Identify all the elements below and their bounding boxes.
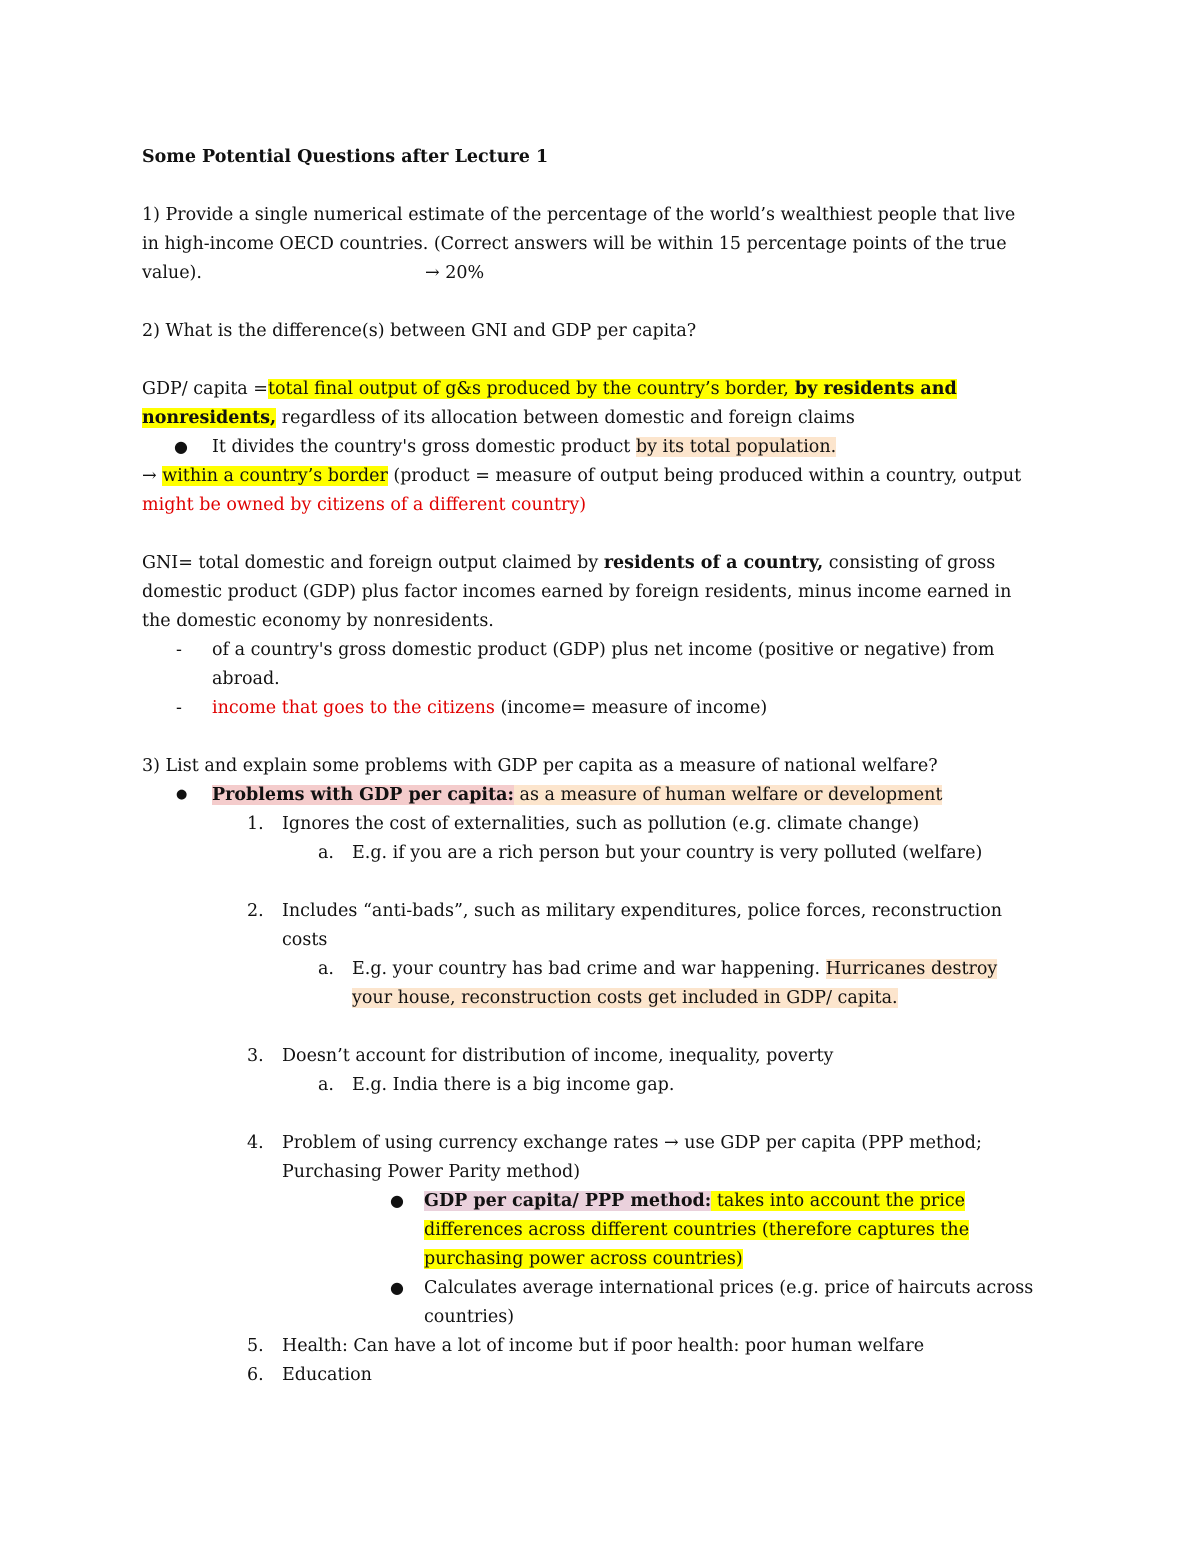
q2-question: 2) What is the difference(s) between GNI and GDP per capita?	[142, 321, 697, 341]
q1-value-label: value).	[142, 263, 202, 283]
gni-line3: the domestic economy by nonresidents.	[142, 611, 494, 631]
bullet-marker: ●	[174, 437, 188, 456]
ppp-line3	[424, 1247, 743, 1271]
within-border-line	[142, 464, 1021, 488]
problem-1: Ignores the cost of externalities, such as pollution (e.g. climate change)	[282, 814, 920, 834]
gdp-nonresidents-bold: nonresidents,	[142, 408, 277, 428]
problem-3: Doesn’t account for distribution of income, inequality, poverty	[282, 1046, 834, 1066]
problem-4-line1: Problem of using currency exchange rates → use GDP per capita (PPP method;	[282, 1133, 982, 1153]
ppp-highlight-c: purchasing power across countries)	[424, 1249, 743, 1269]
problem-2a-line2	[352, 986, 898, 1010]
problem-1a: E.g. if you are a rich person but your country is very polluted (welfare)	[352, 843, 983, 863]
q1-answer: → 20%	[425, 263, 485, 283]
problem-6: Education	[282, 1365, 372, 1385]
problems-bold: Problems with GDP per capita:	[212, 785, 514, 805]
num-5: 5.	[247, 1336, 264, 1356]
within-border-red: might be owned by citizens of a different country)	[142, 495, 587, 515]
problems-rest: as a measure of human welfare or development	[513, 785, 943, 805]
num-2: 2.	[247, 901, 264, 921]
num-1: 1.	[247, 814, 264, 834]
dash-item1-line2: abroad.	[212, 669, 280, 689]
gni-c: consisting of gross	[823, 553, 996, 573]
ppp-line2	[424, 1218, 969, 1242]
gdp-label: GDP/ capita =	[142, 379, 268, 399]
problem-2a-highlight-2: your house, reconstruction costs get included in GDP/ capita.	[352, 988, 898, 1008]
letter-a: a.	[318, 1075, 334, 1095]
dash-marker: -	[176, 698, 182, 718]
gdp-definition-line2	[142, 406, 855, 430]
gdp-residents-bold: by residents and	[788, 379, 957, 399]
problem-2a-line1	[352, 957, 997, 981]
bullet-marker: ●	[390, 1278, 404, 1297]
within-border-rest: (product = measure of output being produced within a country, output	[387, 466, 1022, 486]
bullet-marker: ●	[390, 1191, 404, 1210]
problem-2a-text: E.g. your country has bad crime and war happening.	[352, 959, 826, 979]
gni-a: GNI= total domestic and foreign output claimed by	[142, 553, 604, 573]
problems-heading	[212, 783, 942, 807]
small-bullet-marker: ●	[176, 787, 188, 802]
dash-item1-line1: of a country's gross domestic product (GDP) plus net income (positive or negative) from	[212, 640, 995, 660]
ppp-line1	[424, 1189, 965, 1213]
gni-line2: domestic product (GDP) plus factor incomes earned by foreign residents, minus income earned in	[142, 582, 1012, 602]
gdp-bullet-highlight: by its total population.	[635, 437, 837, 457]
gdp-rest: regardless of its allocation between domestic and foreign claims	[276, 408, 855, 428]
document-title: Some Potential Questions after Lecture 1	[142, 147, 549, 167]
dash-item2-rest: (income= measure of income)	[494, 698, 768, 718]
dash-marker: -	[176, 640, 182, 660]
arrow-text: →	[142, 466, 163, 486]
q3-question: 3) List and explain some problems with GDP per capita as a measure of national welfare?	[142, 756, 938, 776]
ppp-highlight-a: takes into account the price	[711, 1191, 966, 1211]
gdp-bullet-text	[212, 435, 836, 459]
q1-line2: in high-income OECD countries. (Correct answers will be within 15 percentage points of the true	[142, 234, 1007, 254]
letter-a: a.	[318, 959, 334, 979]
calc-line1: Calculates average international prices (e.g. price of haircuts across	[424, 1278, 1034, 1298]
num-3: 3.	[247, 1046, 264, 1066]
problem-4-line2: Purchasing Power Parity method)	[282, 1162, 581, 1182]
dash-item2-red: income that goes to the citizens	[212, 698, 495, 718]
gdp-bullet-a: It divides the country's gross domestic product	[212, 437, 636, 457]
q1-line1: 1) Provide a single numerical estimate of the percentage of the world’s wealthiest people that live	[142, 205, 1016, 225]
gdp-highlight: total final output of g&s produced by the country’s border,	[267, 379, 789, 399]
gdp-definition-line1	[142, 377, 957, 401]
problem-2-line2: costs	[282, 930, 328, 950]
dash-item2	[212, 696, 767, 720]
num-6: 6.	[247, 1365, 264, 1385]
gni-line1	[142, 551, 995, 575]
problem-3a: E.g. India there is a big income gap.	[352, 1075, 675, 1095]
problem-2a-highlight: Hurricanes destroy	[825, 959, 998, 979]
problem-2-line1: Includes “anti-bads”, such as military expenditures, police forces, reconstruction	[282, 901, 1003, 921]
calc-line2: countries)	[424, 1307, 515, 1327]
ppp-bold: GDP per capita/ PPP method:	[424, 1191, 712, 1211]
within-border-highlight: within a country’s border	[162, 466, 388, 486]
num-4: 4.	[247, 1133, 264, 1153]
problem-5: Health: Can have a lot of income but if poor health: poor human welfare	[282, 1336, 925, 1356]
ppp-highlight-b: differences across different countries (therefore captures the	[424, 1220, 970, 1240]
letter-a: a.	[318, 843, 334, 863]
q1-line3	[142, 261, 485, 285]
gni-residents-bold: residents of a country,	[603, 553, 824, 573]
